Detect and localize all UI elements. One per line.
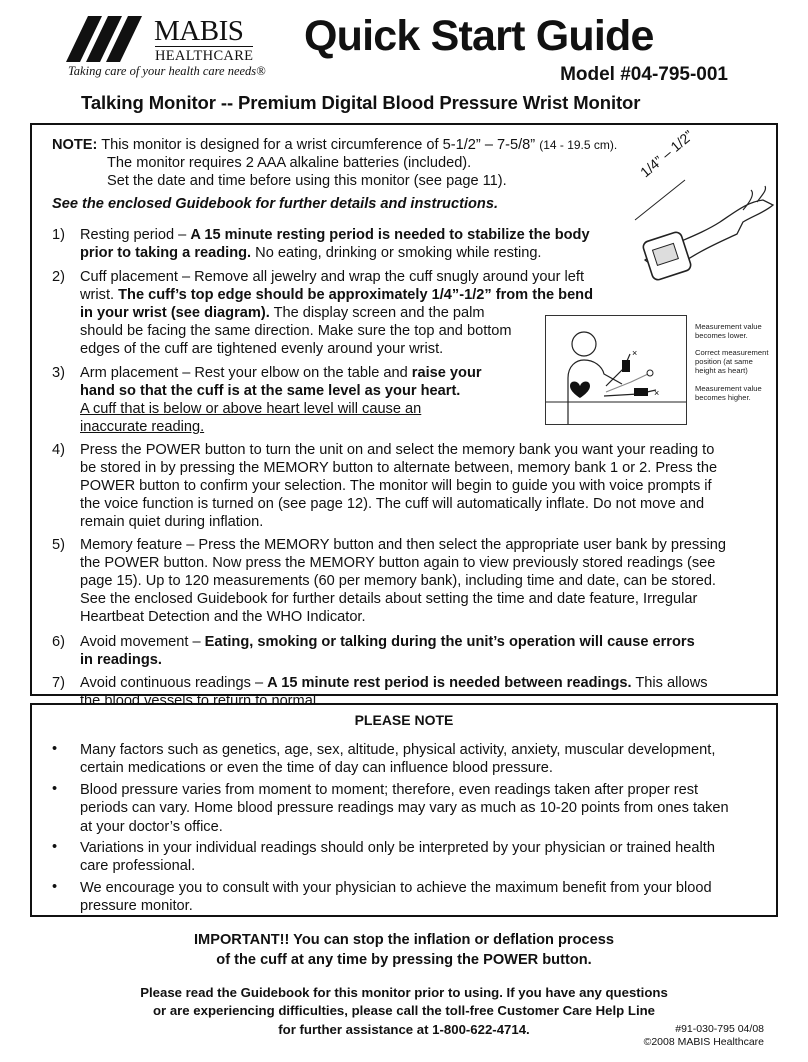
- please-note-item: Blood pressure varies from moment to moment; therefore, even readings taken after proper rest periods can vary. Home blood pressure readings may vary as much as 10-20 points from ones taken at your doctor’s office.: [80, 782, 729, 835]
- step-4-line: remain quiet during inflation.: [80, 514, 264, 530]
- mabis-logo-icon: [66, 16, 158, 62]
- please-note-item: Variations in your individual readings should only be interpreted by your physician or trained health care professional.: [80, 840, 715, 875]
- bullet-icon: •: [52, 879, 58, 895]
- callout-lower: Measurement value becomes lower.: [695, 322, 762, 340]
- person-illustration-icon: [546, 316, 686, 424]
- step-2-line: in your wrist (see diagram). The display screen and the palm: [80, 305, 485, 321]
- step-number: 3): [52, 365, 65, 381]
- step-7-line: the blood vessels to return to normal.: [80, 693, 321, 709]
- please-note-item: Many factors such as genetics, age, sex, altitude, physical activity, anxiety, muscular development, certain medications or even the time of day can influence blood pressure.: [80, 742, 716, 777]
- document-code: #91-030-795 04/08 ©2008 MABIS Healthcare: [643, 1023, 764, 1048]
- important-notice: IMPORTANT!! You can stop the inflation or deflation process of the cuff at any time by pressing the POWER button.: [194, 932, 614, 968]
- step-number: 4): [52, 442, 65, 458]
- brand-tagline: Taking care of your health care needs®: [68, 64, 266, 78]
- guidebook-note: See the enclosed Guidebook for further details and instructions.: [52, 196, 498, 212]
- step-number: 1): [52, 227, 65, 243]
- callout-correct: Correct measurement position (at same height as heart): [695, 348, 769, 375]
- step-3-line: inaccurate reading.: [80, 419, 205, 435]
- step-2-line: wrist. The cuff’s top edge should be approximately 1/4”-1/2” from the bend: [80, 287, 594, 303]
- bullet-icon: •: [52, 741, 58, 757]
- step-7-line: Avoid continuous readings – A 15 minute rest period is needed between readings. This allows: [80, 675, 708, 691]
- note-label: NOTE:: [52, 137, 98, 153]
- note-line-1: NOTE: This monitor is designed for a wrist circumference of 5-1/2” – 7-5/8” (14 - 19.5 cm).: [52, 137, 618, 153]
- step-2-line: should be facing the same direction. Make sure the top and bottom: [80, 323, 512, 339]
- step-5-line: page 15). Up to 120 measurements (60 per memory bank), including time and date, can be stored.: [80, 573, 716, 589]
- step-2-line: edges of the cuff are tightened evenly around your wrist.: [80, 341, 444, 357]
- bullet-icon: •: [52, 839, 58, 855]
- bullet-icon: •: [52, 781, 58, 797]
- step-6-line: Avoid movement – Eating, smoking or talking during the unit’s operation will cause errors: [80, 634, 695, 650]
- model-number: Model #04-795-001: [560, 64, 728, 85]
- step-number: 5): [52, 537, 65, 553]
- callout-higher: Measurement value becomes higher.: [695, 384, 762, 402]
- step-1-line: Resting period – A 15 minute resting period is needed to stabilize the body: [80, 227, 590, 243]
- step-4-line: POWER button to confirm your selection. The monitor will begin to guide you with voice prompts if: [80, 478, 712, 494]
- step-5-line: See the enclosed Guidebook for further details about setting the time and date feature, Irregular: [80, 591, 698, 607]
- step-number: 2): [52, 269, 65, 285]
- brand-sub: HEALTHCARE: [155, 48, 254, 64]
- page-title: Quick Start Guide: [304, 12, 654, 60]
- svg-text:×: ×: [632, 348, 638, 358]
- step-5-line: Memory feature – Press the MEMORY button and then select the appropriate user bank by pressing: [80, 537, 726, 553]
- note-line-2: The monitor requires 2 AAA alkaline batteries (included).: [107, 155, 472, 171]
- arm-position-diagram: [545, 315, 687, 425]
- step-6-line: in readings.: [80, 652, 162, 668]
- please-note-title: PLEASE NOTE: [354, 712, 454, 728]
- step-3-line: hand so that the cuff is at the same level as your heart.: [80, 383, 461, 399]
- page-subtitle: Talking Monitor -- Premium Digital Blood Pressure Wrist Monitor: [81, 92, 641, 113]
- step-5-line: the POWER button. Now press the MEMORY button again to view previously stored readings (see: [80, 555, 716, 571]
- note-line-3: Set the date and time before using this monitor (see page 11).: [107, 173, 507, 189]
- step-2-line: Cuff placement – Remove all jewelry and wrap the cuff snugly around your left: [80, 269, 585, 285]
- step-1-line: prior to taking a reading. No eating, drinking or smoking while resting.: [80, 245, 542, 261]
- step-4-line: be stored in by pressing the MEMORY button to alternate between, memory bank 1 or 2. Press the: [80, 460, 718, 476]
- step-number: 6): [52, 634, 65, 650]
- step-5-line: Heartbeat Detection and the WHO Indicator.: [80, 609, 366, 625]
- please-note-item: We encourage you to consult with your physician to achieve the maximum benefit from your blood pressure monitor.: [80, 880, 712, 915]
- step-4-line: the voice function is turned on (see page 12). The cuff will automatically inflate. Do not move and: [80, 496, 705, 512]
- step-number: 7): [52, 675, 65, 691]
- step-4-line: Press the POWER button to turn the unit on and select the memory bank you want your reading to: [80, 442, 715, 458]
- measure-label: 1/4” – 1/2”: [637, 126, 697, 181]
- brand-name: MABIS: [154, 15, 244, 47]
- step-3-line: Arm placement – Rest your elbow on the table and raise your: [80, 365, 482, 381]
- footer-text: Please read the Guidebook for this monitor prior to using. If you have any questions or are experiencing difficulties, please call the toll-free Customer Care Help Line for further assistance at 1-800-622-4714.: [140, 985, 668, 1037]
- step-3-line: A cuff that is below or above heart level will cause an: [80, 401, 422, 417]
- svg-text:×: ×: [654, 388, 660, 398]
